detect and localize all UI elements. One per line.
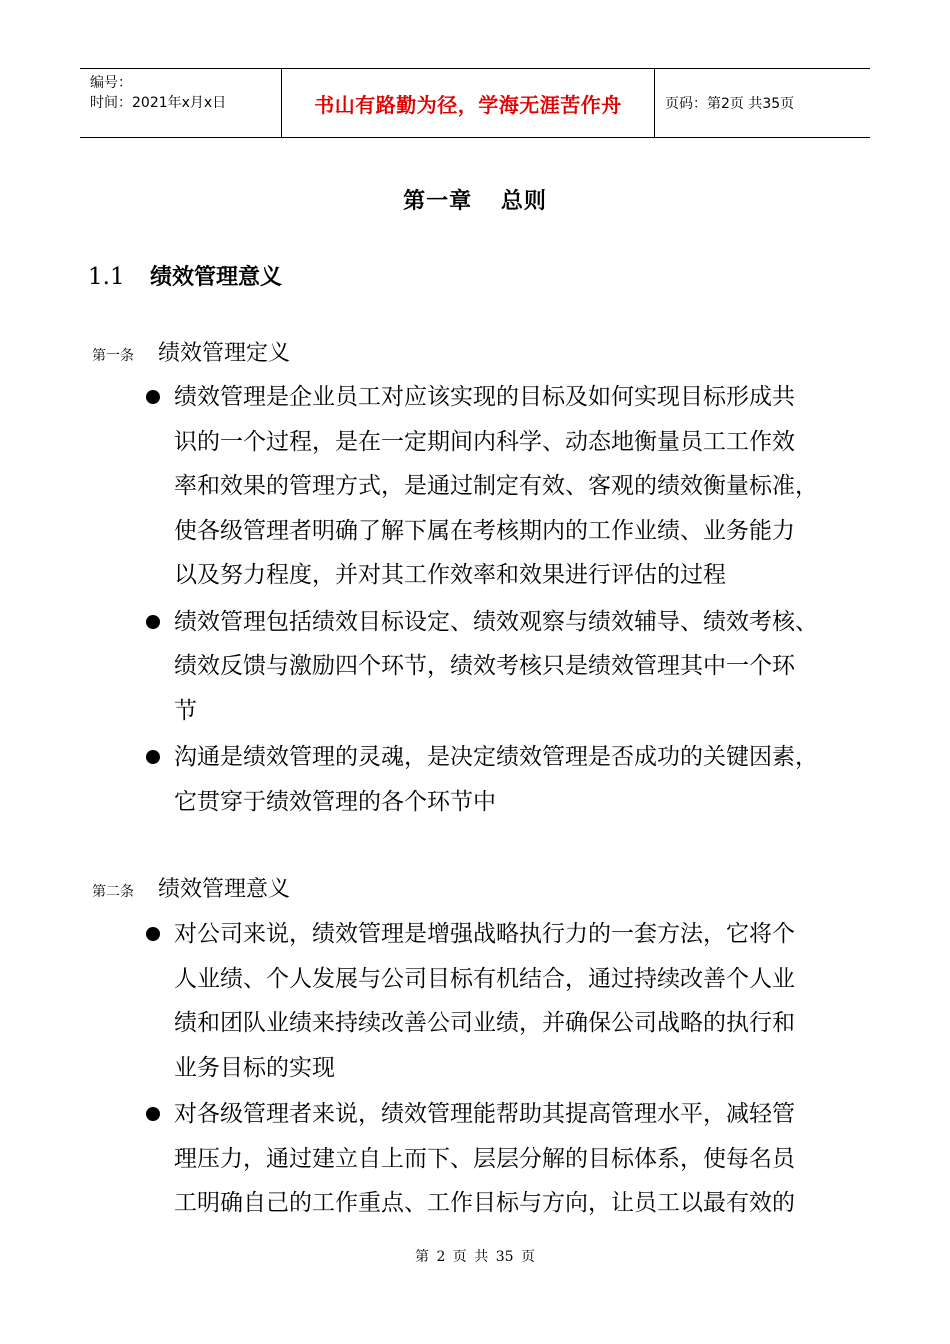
article-1-bullet-list: [146, 375, 886, 826]
text-line: 理压力，通过建立自上而下、层层分解的目标体系，使每名员: [174, 1145, 795, 1172]
section-title: 绩效管理意义: [150, 265, 283, 290]
text-line: 绩效反馈与激励四个环节，绩效考核只是绩效管理其中一个环: [174, 653, 795, 679]
list-item: [146, 600, 886, 734]
page-footer: 第 2 页 共 35 页: [415, 1249, 535, 1265]
text-line: 对各级管理者来说，绩效管理能帮助其提高管理水平，减轻管: [174, 1101, 795, 1127]
text-line: 识的一个过程，是在一定期间内科学、动态地衡量员工工作效: [174, 428, 795, 455]
header-meta-cell: [80, 69, 282, 137]
text-line: 工明确自己的工作重点、工作目标与方向，让员工以最有效的: [174, 1190, 795, 1216]
article-label: 第一条: [92, 348, 134, 364]
chapter-title: 第一章 总则: [403, 189, 547, 214]
article-title: 绩效管理意义: [158, 877, 291, 902]
article-label: 第二条: [92, 884, 134, 900]
text-line: 以及努力程度，并对其工作效率和效果进行评估的过程: [174, 562, 726, 588]
text-line: 业务目标的实现: [174, 1054, 335, 1081]
header-number-label: 编号：: [90, 75, 132, 91]
text-line: 它贯穿于绩效管理的各个环节中: [174, 788, 496, 815]
bullet-dot-icon: [146, 927, 160, 941]
list-item: [146, 912, 886, 1090]
bullet-dot-icon: [146, 615, 160, 629]
text-line: 绩和团队业绩来持续改善公司业绩，并确保公司战略的执行和: [174, 1010, 795, 1036]
article-2-heading: [92, 872, 290, 903]
article-2-bullet-list: [146, 912, 886, 1228]
article-1-heading: [92, 336, 290, 367]
text-line: 节: [174, 697, 197, 724]
text-line: 沟通是绩效管理的灵魂，是决定绩效管理是否成功的关键因素，: [174, 744, 818, 770]
text-line: 绩效管理包括绩效目标设定、绩效观察与绩效辅导、绩效考核、: [174, 608, 818, 635]
header-page-info: 页码：第2页 共35页: [665, 96, 795, 112]
text-line: 使各级管理者明确了解下属在考核期内的工作业绩、业务能力: [174, 517, 795, 544]
section-number: 1.1: [88, 264, 125, 290]
bullet-dot-icon: [146, 750, 160, 764]
list-item: [146, 735, 886, 824]
section-heading: [88, 260, 282, 291]
text-line: 绩效管理是企业员工对应该实现的目标及如何实现目标形成共: [174, 384, 795, 410]
text-line: 对公司来说，绩效管理是增强战略执行力的一套方法，它将个: [174, 921, 795, 947]
article-title: 绩效管理定义: [158, 341, 291, 366]
bullet-dot-icon: [146, 1107, 160, 1121]
bullet-dot-icon: [146, 390, 160, 404]
header-date-label: 时间：2021年x月x日: [90, 95, 227, 111]
text-line: 人业绩、个人发展与公司目标有机结合，通过持续改善个人业: [174, 965, 795, 992]
list-item: [146, 1092, 886, 1226]
document-header: [80, 68, 870, 138]
text-line: 率和效果的管理方式，是通过制定有效、客观的绩效衡量标准，: [174, 473, 818, 499]
header-motto: 书山有路勤为径，学海无涯苦作舟: [282, 69, 655, 137]
list-item: [146, 375, 886, 598]
